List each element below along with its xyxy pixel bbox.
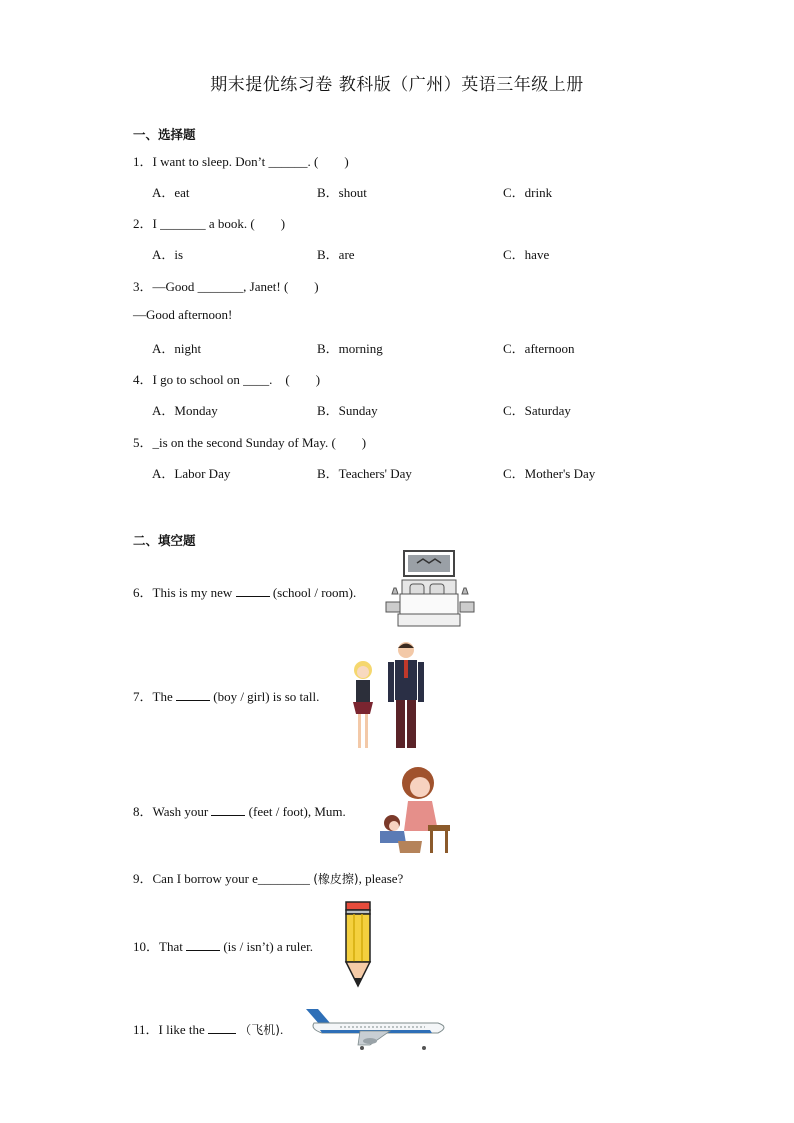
option-c: C．Mother's Day	[503, 466, 596, 481]
question-5	[133, 432, 366, 451]
question-hint: (school / room).	[272, 585, 357, 600]
question-2	[133, 213, 285, 232]
question-text-end: .	[279, 1022, 284, 1037]
question-text: Can I borrow your e________	[152, 871, 310, 886]
question-hint: (橡皮擦)	[313, 872, 359, 886]
question-text: I go to school on ____. ( )	[152, 372, 321, 387]
question-number: 8．	[133, 804, 153, 819]
option-b: B．shout	[317, 185, 367, 200]
question-number: 7．	[133, 689, 153, 704]
question-3-reply: —Good afternoon!	[133, 307, 233, 322]
option-a: A．Labor Day	[152, 466, 231, 481]
question-8	[133, 801, 346, 820]
question-number: 5．	[133, 435, 153, 450]
option-b: B．Sunday	[317, 403, 378, 418]
question-hint: (is / isn’t) a ruler.	[223, 939, 314, 954]
option-c: C．Saturday	[503, 403, 571, 418]
option-b: B．Teachers' Day	[317, 466, 412, 481]
question-6	[133, 582, 356, 601]
page-title: 期末提优练习卷 教科版（广州）英语三年级上册	[210, 75, 584, 95]
question-number: 6．	[133, 585, 153, 600]
question-text: Wash your	[152, 804, 209, 819]
question-text: —Good _______, Janet! ( )	[152, 279, 319, 294]
answer-blank	[208, 1021, 236, 1034]
question-7	[133, 686, 319, 705]
question-1	[133, 151, 349, 170]
question-number: 3．	[133, 279, 153, 294]
question-text: I like the	[158, 1022, 205, 1037]
option-a: A．Monday	[152, 403, 218, 418]
girl-and-man-image	[343, 638, 433, 752]
question-text-end: , please?	[358, 871, 404, 886]
option-a: A．eat	[152, 185, 190, 200]
option-c: C．afternoon	[503, 341, 575, 356]
washing-feet-image	[372, 761, 452, 855]
question-4	[133, 369, 320, 388]
question-number: 1．	[133, 154, 153, 169]
question-9	[133, 868, 403, 887]
option-a: A．is	[152, 247, 184, 262]
question-number: 2．	[133, 216, 153, 231]
option-a: A．night	[152, 341, 202, 356]
option-c: C．have	[503, 247, 550, 262]
option-c: C．drink	[503, 185, 553, 200]
question-text: _is on the second Sunday of May. ( )	[152, 435, 367, 450]
question-hint: (feet / foot), Mum.	[248, 804, 346, 819]
question-number: 9．	[133, 871, 153, 886]
answer-blank	[186, 938, 220, 951]
question-11	[133, 1019, 283, 1038]
question-hint: (boy / girl) is so tall.	[213, 689, 320, 704]
section-heading-choice: 一、选择题	[133, 127, 196, 142]
question-text: I _______ a book. ( )	[152, 216, 286, 231]
answer-blank	[211, 803, 245, 816]
question-text: The	[152, 689, 173, 704]
question-text: That	[159, 939, 183, 954]
question-hint: （飞机)	[239, 1023, 280, 1037]
answer-blank	[176, 688, 210, 701]
section-heading-fill: 二、填空题	[133, 533, 196, 548]
question-number: 4．	[133, 372, 153, 387]
question-10	[133, 936, 313, 955]
answer-blank	[236, 584, 270, 597]
question-text: This is my new	[152, 585, 233, 600]
question-number: 10．	[133, 939, 160, 954]
question-3	[133, 276, 319, 295]
bedroom-image	[384, 548, 476, 630]
question-text: I want to sleep. Don’t ______. ( )	[152, 154, 349, 169]
option-b: B．morning	[317, 341, 383, 356]
airplane-image	[300, 1003, 452, 1051]
pencil-image	[340, 900, 376, 990]
option-b: B．are	[317, 247, 355, 262]
question-number: 11．	[133, 1022, 159, 1037]
